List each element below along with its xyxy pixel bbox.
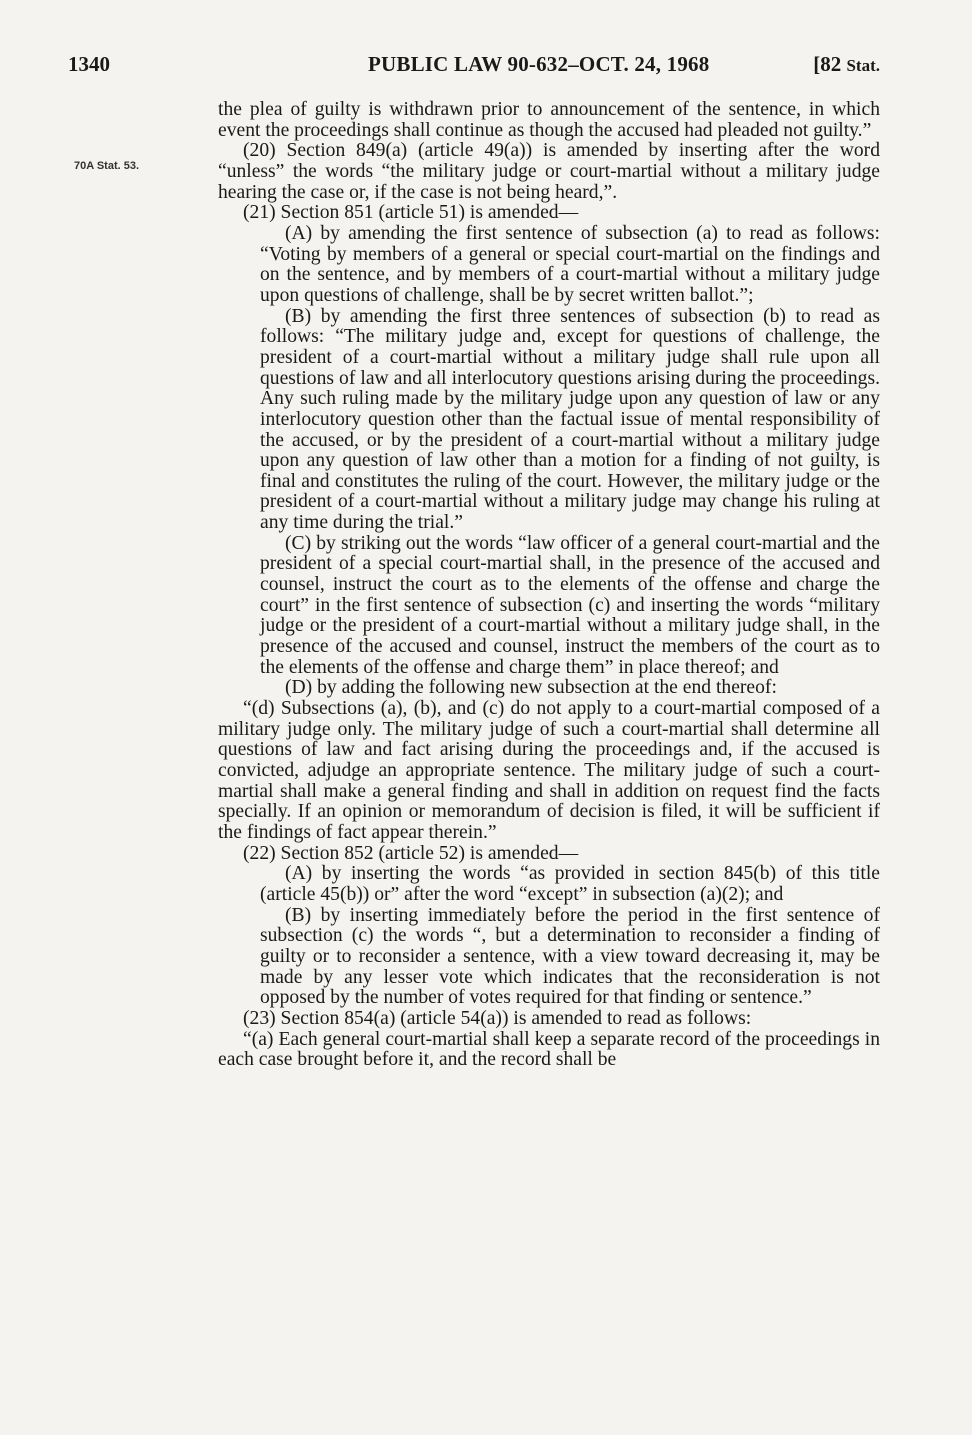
statute-text — [218, 100, 880, 1071]
running-title: PUBLIC LAW 90-632–OCT. 24, 1968 — [368, 52, 710, 76]
quoted-subsection-d: “(d) Subsections (a), (b), and (c) do not apply to a court-martial composed of a military judge only. The military judge of such a court-martial shall determine all questions of law and fact arising during the proceedings and, if the accused is convicted, adjudge an appropriate sentence. The military judge of such a court-martial shall make a general finding and shall in addition on request find the facts specially. If an opinion or memorandum of decision is filed, it will be sufficient if the findings of fact appear therein.” — [218, 698, 880, 843]
paragraph-23: (23) Section 854(a) (article 54(a)) is amended to read as follows: — [243, 1007, 752, 1029]
paragraph-22-b: (B) by inserting immediately before the period in the first sentence of subsection (c) the words “, but a determination to reconsider a finding of guilty or to reconsider a sentence, with a view toward decreasing it, may be made by any lesser vote which indicates that the reconsideration is not opposed by the number of votes required for that finding or sentence.” — [260, 904, 880, 1009]
paragraph-21: (21) Section 851 (article 51) is amended— — [243, 202, 579, 224]
paragraph-20: (20) Section 849(a) (article 49(a)) is amended by inserting after the word “unless” the words “the military judge or court-martial without a military judge hearing the case or, if the case is not being heard,”. — [218, 140, 880, 203]
page-header — [68, 52, 880, 82]
paragraph-21-b: (B) by amending the first three sentences of subsection (b) to read as follows: “The military judge and, except for questions of challenge, the president of a court-martial without a military judge shall rule upon all questions of law and all interlocutory questions arising during the proceedings. Any such ruling made by the military judge upon any question of law or any interlocutory question other than the factual issue of mental responsibility of the accused, or by the president of a court-martial without a military judge upon any question of law other than a motion for a finding of not guilty, is final and constitutes the ruling of the court. However, the military judge or the president of a court-martial without a military judge may change his ruling at any time during the trial.” — [260, 305, 880, 534]
margin-citation: 70A Stat. 53. — [74, 160, 140, 172]
paragraph-22: (22) Section 852 (article 52) is amended— — [243, 842, 579, 864]
paragraph-21-d: (D) by adding the following new subsection at the end thereof: — [285, 677, 777, 699]
statute-abbrev: Stat. — [846, 56, 880, 75]
statute-volume: [82 — [813, 52, 847, 76]
page-number: 1340 — [68, 52, 110, 76]
quoted-subsection-a: “(a) Each general court-martial shall keep a separate record of the proceedings in each case brought before it, and the record shall be — [218, 1028, 880, 1071]
paragraph-21-a: (A) by amending the first sentence of subsection (a) to read as follows: “Voting by members of a general or special court-martial on the findings and on the sentence, and by members of a court-martial without a military judge upon questions of challenge, shall be by secret written ballot.”; — [260, 222, 880, 306]
paragraph-21-c: (C) by striking out the words “law officer of a general court-martial and the president of a special court-martial shall, in the presence of the accused and counsel, instruct the court as to the elements of the offense and charge the court” in the first sentence of subsection (c) and inserting the words “military judge or the president of a court-martial without a military judge shall, in the presence of the accused and counsel, instruct the members of the court as to the elements of the offense and charge them” in place thereof; and — [260, 532, 880, 678]
paragraph-continuation: the plea of guilty is withdrawn prior to announcement of the sentence, in which event the proceedings shall continue as though the accused had pleaded not guilty.” — [218, 99, 880, 141]
paragraph-22-a: (A) by inserting the words “as provided in section 845(b) of this title (article 45(b)) or” after the word “except” in subsection (a)(2); and — [260, 863, 880, 905]
statute-reference — [813, 52, 880, 77]
